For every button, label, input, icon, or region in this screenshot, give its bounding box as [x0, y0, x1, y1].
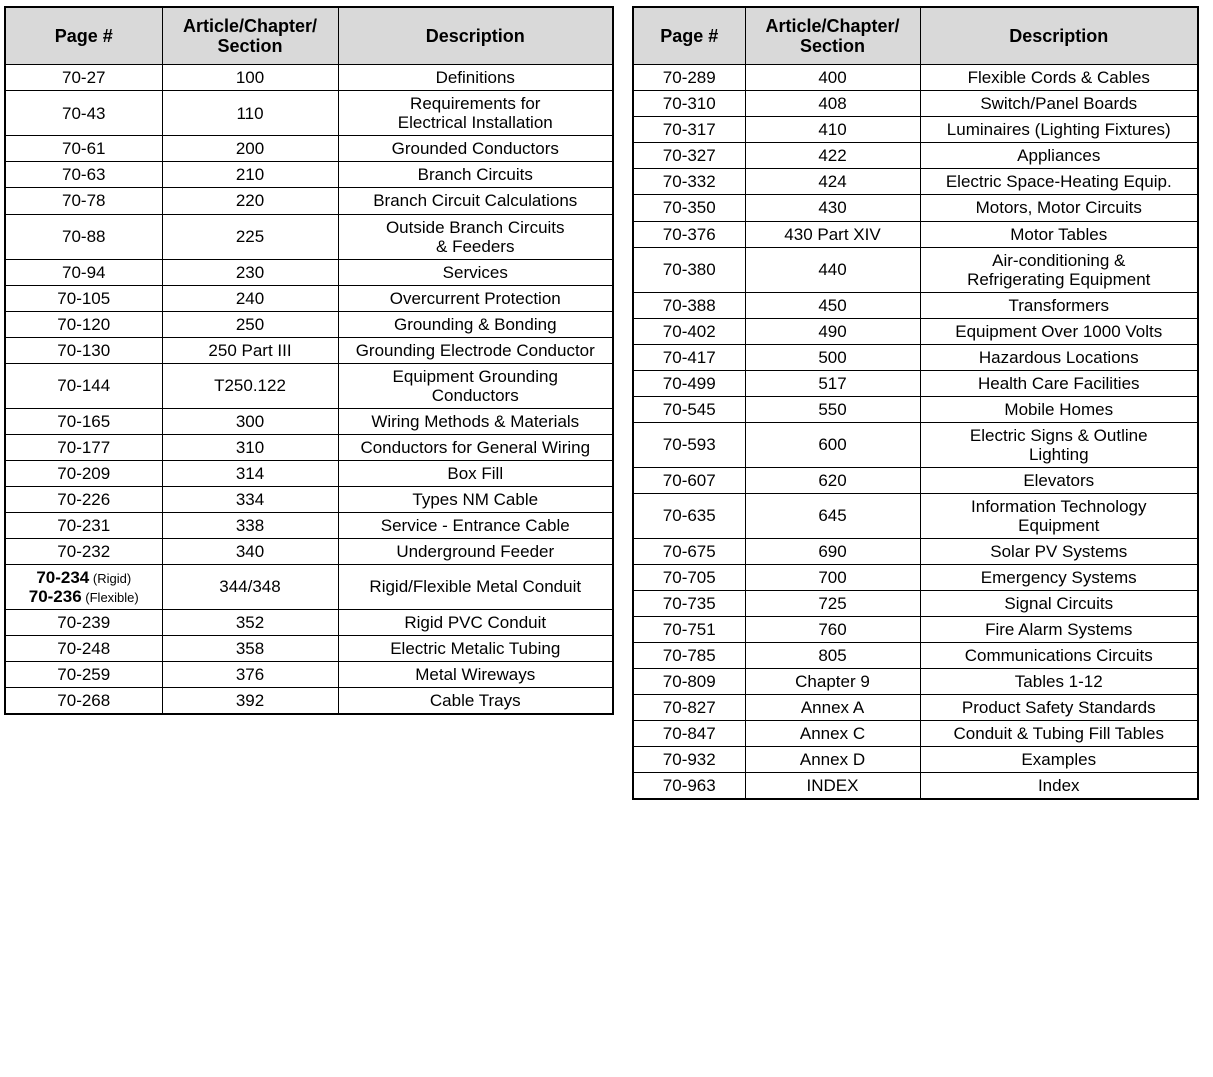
- table-row: [5, 285, 613, 311]
- cell-page-number: 70-248: [5, 636, 162, 662]
- cell-description-line1: Information Technology: [971, 496, 1147, 516]
- cell-description-line2: Lighting: [1028, 444, 1089, 464]
- cell-article-section: 340: [162, 538, 338, 564]
- table-row: [633, 564, 1198, 590]
- table-row: [5, 610, 613, 636]
- cell-page-number: 70-317: [633, 117, 745, 143]
- table-row: [5, 538, 613, 564]
- column-header-article: [745, 7, 920, 65]
- table-left-header: [5, 7, 613, 65]
- cell-article-section: 334: [162, 486, 338, 512]
- table-row: [633, 467, 1198, 493]
- cell-article-section: 210: [162, 162, 338, 188]
- cell-article-section: 422: [745, 143, 920, 169]
- cell-page-number: 70-231: [5, 512, 162, 538]
- cell-article-section: 645: [745, 493, 920, 538]
- cell-page-number-line1-note: (Rigid): [89, 570, 132, 586]
- cell-description-line1: Electric Signs & Outline: [969, 425, 1148, 445]
- cell-article-section: 690: [745, 538, 920, 564]
- cell-page-number: 70-289: [633, 65, 745, 91]
- column-header-article: [162, 7, 338, 65]
- cell-article-section: 805: [745, 643, 920, 669]
- table-row: [5, 363, 613, 408]
- cell-description: Motors, Motor Circuits: [920, 195, 1198, 221]
- cell-page-number-line1: 70-234 (Rigid): [36, 567, 132, 587]
- cell-description: Box Fill: [338, 460, 613, 486]
- cell-page-number: 70-61: [5, 136, 162, 162]
- table-row: [633, 773, 1198, 800]
- table-row: [633, 221, 1198, 247]
- cell-description: Appliances: [920, 143, 1198, 169]
- cell-description: Underground Feeder: [338, 538, 613, 564]
- cell-page-number: 70-388: [633, 292, 745, 318]
- table-row: [633, 590, 1198, 616]
- cell-page-number: 70-88: [5, 214, 162, 259]
- table-row: [633, 247, 1198, 292]
- cell-description: Wiring Methods & Materials: [338, 408, 613, 434]
- cell-article-section: 424: [745, 169, 920, 195]
- cell-description: Branch Circuits: [338, 162, 613, 188]
- cell-article-section: 250: [162, 311, 338, 337]
- table-row: [633, 91, 1198, 117]
- cell-article-section: 310: [162, 434, 338, 460]
- column-header-page: Page #: [633, 7, 745, 65]
- column-header-description: Description: [338, 7, 613, 65]
- table-row: [633, 493, 1198, 538]
- table-row: [5, 460, 613, 486]
- cell-description-line2: & Feeders: [436, 236, 515, 256]
- table-row: [5, 337, 613, 363]
- cell-page-number: 70-130: [5, 337, 162, 363]
- table-row: [633, 318, 1198, 344]
- cell-page-number: 70-675: [633, 538, 745, 564]
- cell-page-number: 70-239: [5, 610, 162, 636]
- cell-page-number: 70-932: [633, 747, 745, 773]
- cell-description: Branch Circuit Calculations: [338, 188, 613, 214]
- table-header-row: [5, 7, 613, 65]
- cell-page-number: 70-63: [5, 162, 162, 188]
- cell-page-number: 70-259: [5, 662, 162, 688]
- cell-article-section: 400: [745, 65, 920, 91]
- cell-description: Metal Wireways: [338, 662, 613, 688]
- cell-page-number: 70-105: [5, 285, 162, 311]
- cell-description: Equipment Over 1000 Volts: [920, 318, 1198, 344]
- cell-article-section: 410: [745, 117, 920, 143]
- column-header-page: Page #: [5, 7, 162, 65]
- cell-page-number: 70-735: [633, 590, 745, 616]
- cell-page-number: 70-751: [633, 617, 745, 643]
- cell-page-number: 70-376: [633, 221, 745, 247]
- cell-article-section: 430: [745, 195, 920, 221]
- cell-description: [920, 422, 1198, 467]
- cell-article-section: T250.122: [162, 363, 338, 408]
- cell-article-section: 450: [745, 292, 920, 318]
- cell-description: Communications Circuits: [920, 643, 1198, 669]
- cell-article-section: 225: [162, 214, 338, 259]
- cell-page-number: 70-310: [633, 91, 745, 117]
- cell-page-number: 70-327: [633, 143, 745, 169]
- cell-page-number: 70-847: [633, 721, 745, 747]
- cell-description: Types NM Cable: [338, 486, 613, 512]
- cell-article-section: 250 Part III: [162, 337, 338, 363]
- table-header-row: [633, 7, 1198, 65]
- cell-page-number: 70-94: [5, 259, 162, 285]
- cell-page-number: 70-332: [633, 169, 745, 195]
- column-header-article-line1: Article/Chapter/: [765, 16, 900, 36]
- cell-description: Grounding & Bonding: [338, 311, 613, 337]
- cell-article-section: 408: [745, 91, 920, 117]
- cell-description: Emergency Systems: [920, 564, 1198, 590]
- cell-page-number: 70-268: [5, 688, 162, 715]
- cell-article-section: Annex D: [745, 747, 920, 773]
- table-row: [5, 311, 613, 337]
- nec-reference-table-left: [4, 6, 614, 715]
- cell-article-section: 358: [162, 636, 338, 662]
- table-right-body: [633, 65, 1198, 799]
- table-row: [633, 422, 1198, 467]
- table-row: [633, 396, 1198, 422]
- column-header-article-line2: Section: [217, 36, 283, 57]
- table-row: [5, 214, 613, 259]
- cell-article-section: 500: [745, 344, 920, 370]
- cell-article-section: 200: [162, 136, 338, 162]
- cell-article-section: INDEX: [745, 773, 920, 800]
- nec-reference-table-right: [632, 6, 1199, 800]
- cell-article-section: 440: [745, 247, 920, 292]
- cell-article-section: 344/348: [162, 564, 338, 609]
- cell-page-number: 70-963: [633, 773, 745, 800]
- table-row: [5, 512, 613, 538]
- table-right-header: [633, 7, 1198, 65]
- cell-page-number: 70-607: [633, 467, 745, 493]
- cell-page-number: 70-232: [5, 538, 162, 564]
- cell-description: Fire Alarm Systems: [920, 617, 1198, 643]
- cell-description: Examples: [920, 747, 1198, 773]
- cell-description: Index: [920, 773, 1198, 800]
- cell-page-number: 70-209: [5, 460, 162, 486]
- cell-article-section: 700: [745, 564, 920, 590]
- table-row: [633, 292, 1198, 318]
- column-header-article-line1: Article/Chapter/: [182, 16, 318, 36]
- cell-page-number: 70-417: [633, 344, 745, 370]
- cell-page-number: [5, 564, 162, 609]
- cell-page-number: 70-165: [5, 408, 162, 434]
- cell-page-number: 70-402: [633, 318, 745, 344]
- column-header-article-line2: Section: [799, 36, 865, 57]
- table-row: [5, 188, 613, 214]
- cell-page-number: 70-78: [5, 188, 162, 214]
- cell-description: Overcurrent Protection: [338, 285, 613, 311]
- cell-description: [920, 493, 1198, 538]
- cell-article-section: 314: [162, 460, 338, 486]
- table-row: [5, 636, 613, 662]
- table-row: [633, 370, 1198, 396]
- cell-page-number: 70-635: [633, 493, 745, 538]
- cell-description: Services: [338, 259, 613, 285]
- table-row: [633, 65, 1198, 91]
- cell-article-section: Annex C: [745, 721, 920, 747]
- cell-article-section: 490: [745, 318, 920, 344]
- cell-page-number: 70-785: [633, 643, 745, 669]
- cell-article-section: 725: [745, 590, 920, 616]
- cell-page-number: 70-380: [633, 247, 745, 292]
- cell-description: Solar PV Systems: [920, 538, 1198, 564]
- cell-article-section: 760: [745, 617, 920, 643]
- cell-article-section: 600: [745, 422, 920, 467]
- table-left-body: [5, 65, 613, 714]
- cell-page-number: 70-226: [5, 486, 162, 512]
- cell-description: Flexible Cords & Cables: [920, 65, 1198, 91]
- cell-page-number: 70-499: [633, 370, 745, 396]
- table-row: [633, 169, 1198, 195]
- cell-page-number: 70-545: [633, 396, 745, 422]
- cell-description-line2: Electrical Installation: [397, 113, 553, 133]
- table-row: [5, 662, 613, 688]
- cell-description: Electric Metalic Tubing: [338, 636, 613, 662]
- cell-description: Luminaires (Lighting Fixtures): [920, 117, 1198, 143]
- cell-page-number-line2-note: (Flexible): [81, 589, 139, 605]
- cell-article-section: 230: [162, 259, 338, 285]
- cell-article-section: 100: [162, 65, 338, 91]
- cell-page-number: 70-27: [5, 65, 162, 91]
- cell-article-section: 620: [745, 467, 920, 493]
- cell-article-section: 352: [162, 610, 338, 636]
- cell-description: Switch/Panel Boards: [920, 91, 1198, 117]
- cell-description: Definitions: [338, 65, 613, 91]
- cell-description: [338, 91, 613, 136]
- cell-page-number: 70-120: [5, 311, 162, 337]
- table-row: [5, 259, 613, 285]
- cell-article-section: 550: [745, 396, 920, 422]
- cell-description: Rigid/Flexible Metal Conduit: [338, 564, 613, 609]
- table-row: [5, 434, 613, 460]
- cell-page-number: 70-809: [633, 669, 745, 695]
- cell-article-section: 300: [162, 408, 338, 434]
- table-row: [5, 91, 613, 136]
- column-header-description: Description: [920, 7, 1198, 65]
- cell-page-number-line2: 70-236 (Flexible): [28, 586, 139, 606]
- cell-description: [338, 363, 613, 408]
- cell-page-number: 70-705: [633, 564, 745, 590]
- cell-description-line2: Conductors: [431, 385, 519, 405]
- table-row: [5, 136, 613, 162]
- cell-description: Cable Trays: [338, 688, 613, 715]
- cell-article-section: 338: [162, 512, 338, 538]
- cell-article-section: 392: [162, 688, 338, 715]
- cell-description: Grounding Electrode Conductor: [338, 337, 613, 363]
- table-row: [633, 747, 1198, 773]
- table-row: [633, 695, 1198, 721]
- cell-description: Product Safety Standards: [920, 695, 1198, 721]
- cell-article-section: 220: [162, 188, 338, 214]
- cell-description: [920, 247, 1198, 292]
- cell-description: Signal Circuits: [920, 590, 1198, 616]
- table-row: [5, 408, 613, 434]
- cell-description: Grounded Conductors: [338, 136, 613, 162]
- cell-article-section: 240: [162, 285, 338, 311]
- table-row: [633, 195, 1198, 221]
- cell-description: Motor Tables: [920, 221, 1198, 247]
- cell-description: Mobile Homes: [920, 396, 1198, 422]
- cell-article-section: 430 Part XIV: [745, 221, 920, 247]
- cell-description-line1: Requirements for: [410, 94, 541, 114]
- cell-article-section: 376: [162, 662, 338, 688]
- table-row: [5, 564, 613, 609]
- table-row: [633, 669, 1198, 695]
- cell-page-number: 70-144: [5, 363, 162, 408]
- cell-description: Tables 1-12: [920, 669, 1198, 695]
- cell-article-section: 517: [745, 370, 920, 396]
- cell-description-line2: Refrigerating Equipment: [967, 269, 1151, 289]
- cell-description: [338, 214, 613, 259]
- table-row: [633, 117, 1198, 143]
- cell-description: Service - Entrance Cable: [338, 512, 613, 538]
- table-row: [633, 344, 1198, 370]
- cell-description-line2: Equipment: [1018, 515, 1100, 535]
- cell-description: Conductors for General Wiring: [338, 434, 613, 460]
- cell-description: Electric Space-Heating Equip.: [920, 169, 1198, 195]
- cell-description: Elevators: [920, 467, 1198, 493]
- table-row: [633, 617, 1198, 643]
- table-row: [5, 486, 613, 512]
- cell-page-number: 70-827: [633, 695, 745, 721]
- cell-page-number: 70-593: [633, 422, 745, 467]
- cell-article-section: 110: [162, 91, 338, 136]
- table-row: [633, 721, 1198, 747]
- table-row: [633, 538, 1198, 564]
- cell-description-line1: Outside Branch Circuits: [385, 217, 565, 237]
- cell-description: Transformers: [920, 292, 1198, 318]
- cell-description: Health Care Facilities: [920, 370, 1198, 396]
- table-row: [633, 143, 1198, 169]
- table-row: [633, 643, 1198, 669]
- cell-article-section: Chapter 9: [745, 669, 920, 695]
- cell-description: Conduit & Tubing Fill Tables: [920, 721, 1198, 747]
- table-row: [5, 162, 613, 188]
- cell-page-number: 70-177: [5, 434, 162, 460]
- cell-description-line1: Equipment Grounding: [392, 366, 558, 386]
- cell-description: Hazardous Locations: [920, 344, 1198, 370]
- table-row: [5, 688, 613, 715]
- cell-article-section: Annex A: [745, 695, 920, 721]
- cell-description: Rigid PVC Conduit: [338, 610, 613, 636]
- table-row: [5, 65, 613, 91]
- cell-description-line1: Air-conditioning &: [992, 250, 1126, 270]
- cell-page-number: 70-43: [5, 91, 162, 136]
- cell-page-number: 70-350: [633, 195, 745, 221]
